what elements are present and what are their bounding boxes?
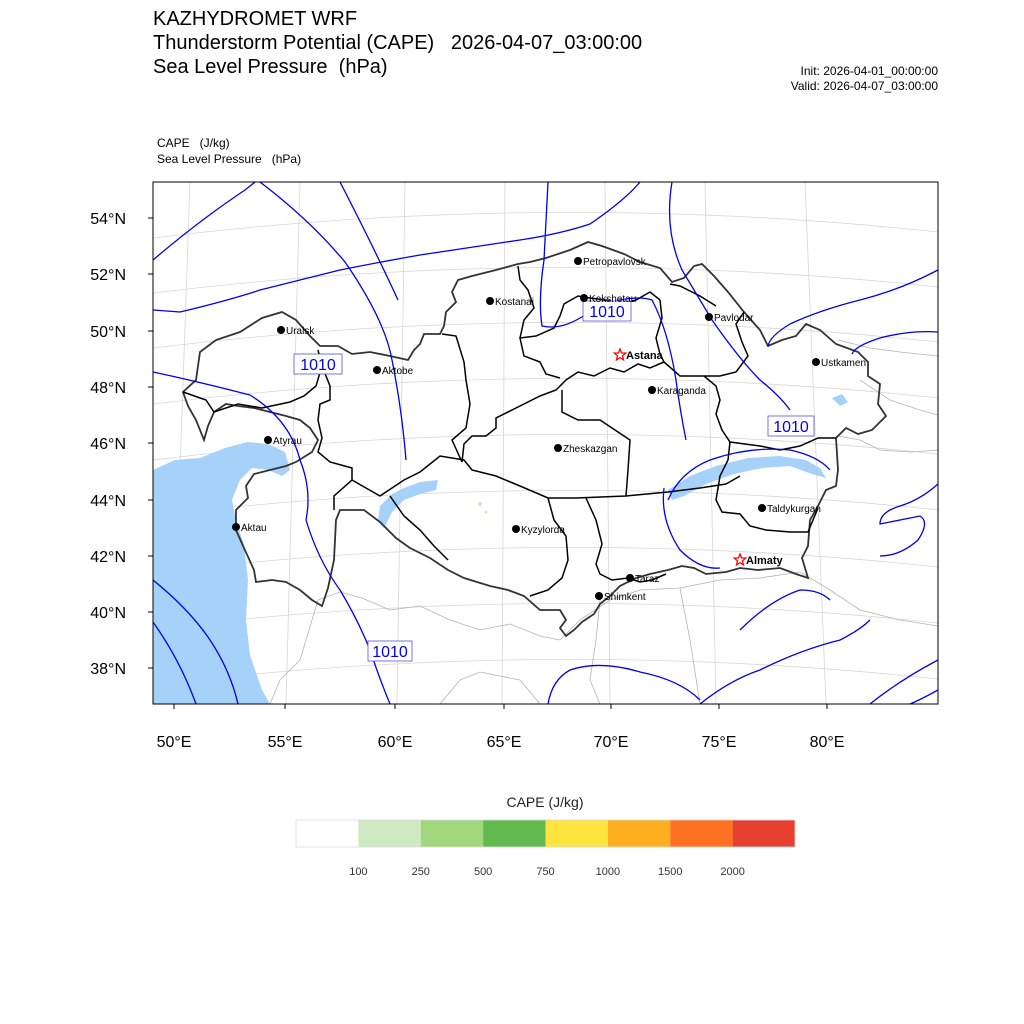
svg-text:Taraz: Taraz: [635, 574, 660, 585]
colorbar-segment: [421, 820, 483, 847]
longitude-ticks: [157, 704, 845, 751]
svg-text:1010: 1010: [300, 357, 336, 374]
city-petropavlovsk: [574, 257, 647, 268]
field-label-cape: CAPE (J/kg): [157, 136, 230, 150]
zaysan-lake: [832, 394, 848, 406]
balkhash-lake: [668, 456, 826, 500]
city-kostanai: [486, 297, 534, 308]
city-ustkamen: [812, 358, 866, 369]
svg-text:Karaganda: Karaganda: [657, 386, 706, 397]
city-kyzylorda: [512, 525, 565, 536]
svg-text:Petropavlovsk: Petropavlovsk: [583, 257, 646, 268]
lon-tick-label: 50°E: [156, 734, 192, 751]
svg-text:Taldykurgan: Taldykurgan: [767, 504, 821, 515]
svg-text:Uralsk: Uralsk: [286, 326, 315, 337]
cape-patches: [478, 502, 488, 514]
lon-tick-label: 55°E: [267, 734, 303, 751]
city-kokshetau: [580, 294, 636, 305]
chart-title-field: Thunderstorm Potential (CAPE) 2026-04-07_03:00:00: [153, 32, 643, 54]
water-bodies: [153, 394, 848, 704]
svg-text:Astana: Astana: [626, 350, 663, 362]
lon-tick-label: 75°E: [701, 734, 737, 751]
aral-sea: [378, 480, 438, 528]
isobar-contours: [153, 182, 938, 704]
map-frame: [153, 182, 938, 704]
svg-text:Shimkent: Shimkent: [604, 592, 646, 603]
svg-text:Zheskazgan: Zheskazgan: [563, 444, 618, 455]
colorbar-segment: [608, 820, 670, 847]
lat-tick-label: 44°N: [90, 493, 126, 510]
chart-title-model: KAZHYDROMET WRF: [153, 8, 358, 30]
colorbar-tick: 250: [411, 866, 430, 878]
latitude-ticks: [90, 211, 153, 678]
city-pavlodar: [705, 313, 754, 324]
chart-title-overlay: Sea Level Pressure (hPa): [153, 56, 388, 78]
city-almaty: [734, 554, 783, 567]
svg-text:Ustkamen: Ustkamen: [821, 358, 867, 369]
colorbar-tick: 100: [349, 866, 368, 878]
svg-text:1010: 1010: [589, 304, 625, 321]
valid-time: Valid: 2026-04-07_03:00:00: [790, 79, 938, 93]
colorbar-tick: 1500: [658, 866, 683, 878]
colorbar-segment: [733, 820, 795, 847]
lat-tick-label: 38°N: [90, 661, 126, 678]
colorbar: [296, 820, 795, 847]
city-taldykurgan: [758, 504, 821, 515]
lat-tick-label: 40°N: [90, 605, 126, 622]
contour-label: [768, 416, 814, 436]
colorbar-segment: [670, 820, 732, 847]
colorbar-segment: [483, 820, 545, 847]
city-zheskazgan: [554, 444, 617, 455]
lat-tick-label: 54°N: [90, 211, 126, 228]
lat-tick-label: 52°N: [90, 267, 126, 284]
lon-tick-label: 65°E: [486, 734, 522, 751]
lon-tick-label: 70°E: [593, 734, 629, 751]
field-label-slp: Sea Level Pressure (hPa): [157, 152, 302, 166]
lon-tick-label: 60°E: [377, 734, 413, 751]
city-uralsk: [277, 326, 315, 337]
svg-text:Kostanai: Kostanai: [495, 297, 534, 308]
city-taraz: [626, 574, 659, 585]
lon-tick-label: 80°E: [809, 734, 845, 751]
contour-label: [368, 641, 412, 661]
svg-text:Aktau: Aktau: [241, 523, 267, 534]
contour-label: [294, 354, 342, 374]
colorbar-segment: [546, 820, 608, 847]
colorbar-tick: 750: [536, 866, 555, 878]
lat-tick-label: 48°N: [90, 380, 126, 397]
svg-text:Kokshetau: Kokshetau: [589, 294, 637, 305]
svg-text:Atyrau: Atyrau: [273, 436, 302, 447]
svg-text:1010: 1010: [773, 419, 809, 436]
svg-text:Kyzylorda: Kyzylorda: [521, 525, 565, 536]
graticule: [153, 182, 938, 704]
caspian-sea: [153, 442, 290, 704]
city-aktobe: [373, 366, 414, 377]
city-karaganda: [648, 386, 706, 397]
colorbar-segment: [358, 820, 420, 847]
svg-text:Aktobe: Aktobe: [382, 366, 414, 377]
lat-tick-label: 46°N: [90, 436, 126, 453]
init-time: Init: 2026-04-01_00:00:00: [800, 64, 938, 78]
colorbar-tick: 500: [473, 866, 493, 878]
lat-tick-label: 42°N: [90, 549, 126, 566]
colorbar-tick: 2000: [720, 866, 745, 878]
colorbar-tick: 1000: [595, 866, 621, 878]
colorbar-segment: [296, 820, 358, 847]
svg-text:Pavlodar: Pavlodar: [714, 313, 754, 324]
svg-text:Almaty: Almaty: [746, 555, 783, 567]
city-astana: [614, 349, 663, 362]
svg-text:1010: 1010: [372, 644, 408, 661]
colorbar-title: CAPE (J/kg): [506, 794, 584, 810]
lat-tick-label: 50°N: [90, 324, 126, 341]
